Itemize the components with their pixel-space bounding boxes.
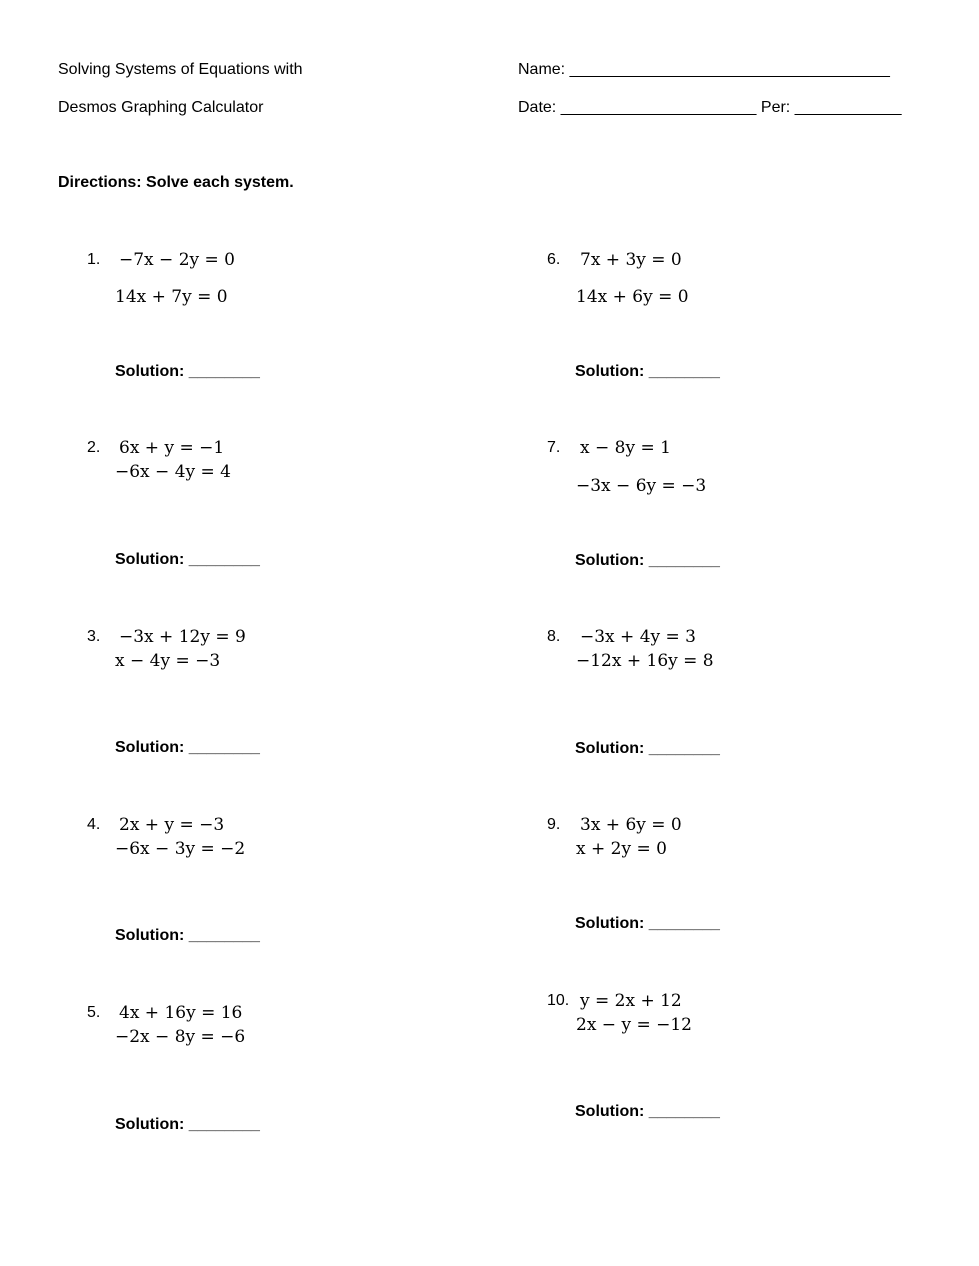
date-period-field[interactable]: Date: ______________________ Per: ____________ bbox=[518, 99, 902, 116]
equation-1: 3x + 6y = 0 bbox=[580, 815, 682, 835]
problem-number: 3. bbox=[87, 628, 101, 645]
problem-5 bbox=[87, 1003, 487, 1143]
solution-blank[interactable]: Solution: ________ bbox=[575, 363, 720, 380]
problem-number: 1. bbox=[87, 251, 101, 268]
worksheet-title-line-2: Desmos Graphing Calculator bbox=[58, 99, 264, 116]
equation-1: −3x + 12y = 9 bbox=[119, 627, 246, 647]
problem-4 bbox=[87, 815, 487, 955]
problem-number: 2. bbox=[87, 439, 101, 456]
solution-blank[interactable]: Solution: ________ bbox=[575, 552, 720, 569]
solution-blank[interactable]: Solution: ________ bbox=[115, 363, 260, 380]
equation-1: 7x + 3y = 0 bbox=[580, 250, 682, 270]
equation-1: −3x + 4y = 3 bbox=[580, 627, 696, 647]
name-field[interactable]: Name: ____________________________________ bbox=[518, 61, 890, 78]
equation-1: y = 2x + 12 bbox=[580, 991, 682, 1011]
solution-blank[interactable]: Solution: ________ bbox=[115, 739, 260, 756]
problem-number: 7. bbox=[547, 439, 561, 456]
equation-2: −6x − 3y = −2 bbox=[115, 839, 246, 859]
solution-blank[interactable]: Solution: ________ bbox=[575, 1103, 720, 1120]
solution-blank[interactable]: Solution: ________ bbox=[115, 927, 260, 944]
problem-2 bbox=[87, 438, 487, 578]
solution-blank[interactable]: Solution: ________ bbox=[115, 1116, 260, 1133]
problem-1 bbox=[87, 250, 487, 390]
equation-2: x − 4y = −3 bbox=[115, 651, 221, 671]
equation-2: −2x − 8y = −6 bbox=[115, 1027, 246, 1047]
equation-1: −7x − 2y = 0 bbox=[119, 250, 235, 270]
problem-number: 9. bbox=[547, 816, 561, 833]
problem-10 bbox=[547, 991, 947, 1131]
equation-2: x + 2y = 0 bbox=[576, 839, 667, 859]
equation-1: 2x + y = −3 bbox=[119, 815, 225, 835]
problem-number: 10. bbox=[547, 992, 570, 1009]
equation-2: 14x + 7y = 0 bbox=[115, 287, 228, 307]
equation-1: 4x + 16y = 16 bbox=[119, 1003, 243, 1023]
equation-2: −12x + 16y = 8 bbox=[576, 651, 714, 671]
equation-2: −6x − 4y = 4 bbox=[115, 462, 231, 482]
problem-3 bbox=[87, 627, 487, 767]
equation-1: 6x + y = −1 bbox=[119, 438, 225, 458]
equation-1: x − 8y = 1 bbox=[580, 438, 671, 458]
problem-number: 8. bbox=[547, 628, 561, 645]
solution-blank[interactable]: Solution: ________ bbox=[115, 551, 260, 568]
problem-number: 4. bbox=[87, 816, 101, 833]
equation-2: 2x − y = −12 bbox=[576, 1015, 692, 1035]
solution-blank[interactable]: Solution: ________ bbox=[575, 915, 720, 932]
solution-blank[interactable]: Solution: ________ bbox=[575, 740, 720, 757]
problem-number: 5. bbox=[87, 1004, 101, 1021]
problem-7 bbox=[547, 438, 947, 578]
problem-number: 6. bbox=[547, 251, 561, 268]
equation-2: −3x − 6y = −3 bbox=[576, 476, 707, 496]
problem-8 bbox=[547, 627, 947, 767]
directions: Directions: Solve each system. bbox=[58, 174, 294, 191]
problem-6 bbox=[547, 250, 947, 390]
problem-9 bbox=[547, 815, 947, 955]
equation-2: 14x + 6y = 0 bbox=[576, 287, 689, 307]
worksheet-title-line-1: Solving Systems of Equations with bbox=[58, 61, 303, 78]
